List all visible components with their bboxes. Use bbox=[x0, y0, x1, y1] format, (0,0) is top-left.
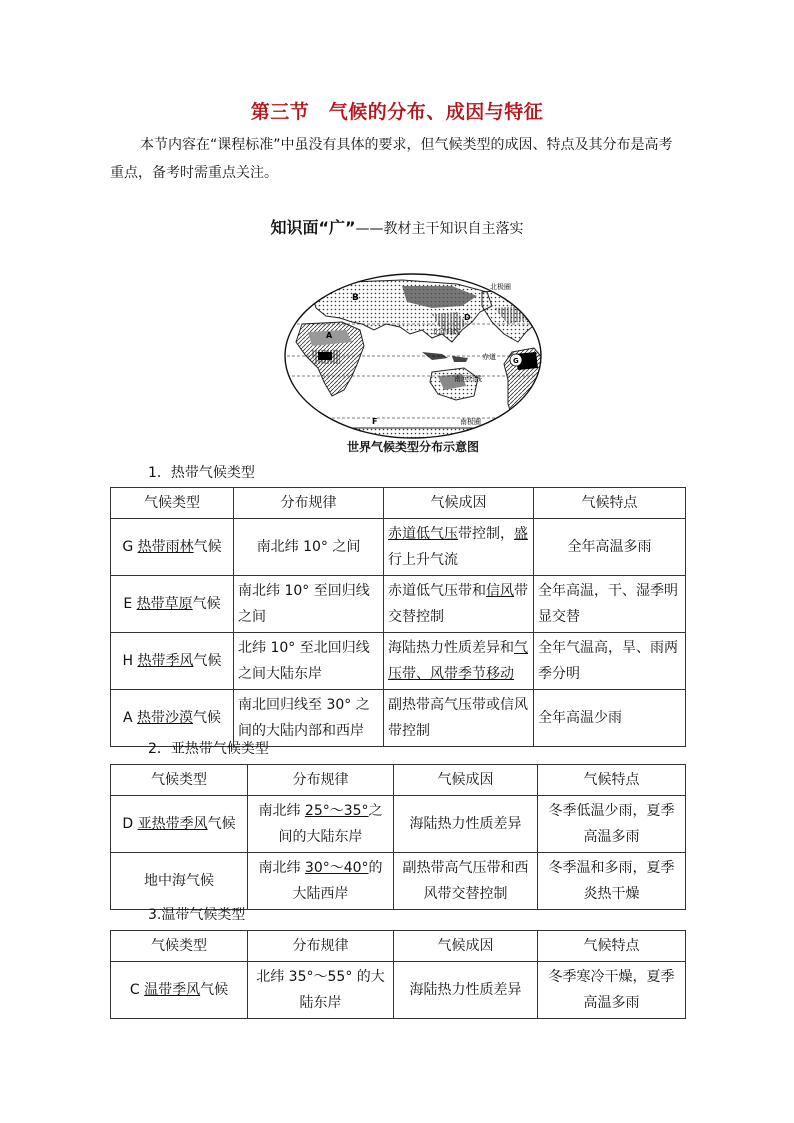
section-heading bbox=[0, 215, 794, 238]
table-header-row bbox=[111, 488, 686, 519]
table-subtropical bbox=[110, 764, 686, 910]
cell-cause: 赤道低气压带控制，盛行上升气流 bbox=[384, 519, 534, 576]
cell-feature: 冬季低温少雨，夏季高温多雨 bbox=[538, 796, 686, 853]
map-caption: 世界气候类型分布示意图 bbox=[346, 440, 479, 454]
cell-cause: 海陆热力性质差异 bbox=[394, 796, 538, 853]
cell-distribution: 南北纬 30°～40°的大陆西岸 bbox=[248, 853, 394, 910]
cell-cause: 副热带高气压带和西风带交替控制 bbox=[394, 853, 538, 910]
header-feature: 气候特点 bbox=[538, 765, 686, 796]
table-header-row bbox=[111, 765, 686, 796]
header-type: 气候类型 bbox=[111, 765, 248, 796]
header-distribution: 分布规律 bbox=[234, 488, 384, 519]
cell-feature: 冬季寒冷干燥，夏季高温多雨 bbox=[538, 962, 686, 1019]
header-cause: 气候成因 bbox=[384, 488, 534, 519]
cell-feature: 全年高温，干、湿季明显交替 bbox=[534, 576, 686, 633]
map-label-b: B bbox=[352, 293, 359, 303]
map-label-tropic-north: 北回归线 bbox=[432, 328, 460, 336]
header-cause: 气候成因 bbox=[394, 765, 538, 796]
table-row bbox=[111, 519, 686, 576]
map-label-antarctic: 南极圈 bbox=[460, 418, 481, 426]
table-temperate bbox=[110, 930, 686, 1019]
cell-type: C 温带季风气候 bbox=[111, 962, 248, 1019]
cell-distribution: 北纬 10° 至北回归线之间大陆东岸 bbox=[234, 633, 384, 690]
world-climate-map bbox=[282, 272, 544, 462]
header-feature: 气候特点 bbox=[538, 931, 686, 962]
cell-type: G 热带雨林气候 bbox=[111, 519, 234, 576]
header-distribution: 分布规律 bbox=[248, 765, 394, 796]
intro-paragraph: 本节内容在“课程标准”中虽没有具体的要求，但气候类型的成因、特点及其分布是高考重点，备考时需重点关注。 bbox=[110, 137, 673, 181]
table-row bbox=[111, 633, 686, 690]
header-feature: 气候特点 bbox=[534, 488, 686, 519]
cell-distribution: 南北回归线至 30° 之间的大陆内部和西岸 bbox=[234, 690, 384, 747]
cell-cause: 赤道低气压带和信风带交替控制 bbox=[384, 576, 534, 633]
cell-type: 地中海气候 bbox=[111, 853, 248, 910]
table3-title: 3.温带气候类型 bbox=[148, 907, 246, 923]
map-label-d: D bbox=[464, 313, 471, 322]
cell-type: A 热带沙漠气候 bbox=[111, 690, 234, 747]
section-heading-dash: —— bbox=[355, 221, 384, 237]
cell-distribution: 北纬 35°～55° 的大陆东岸 bbox=[248, 962, 394, 1019]
section-heading-bold: 知识面“广” bbox=[270, 218, 356, 237]
cell-type: H 热带季风气候 bbox=[111, 633, 234, 690]
header-type: 气候类型 bbox=[111, 931, 248, 962]
cell-cause: 海陆热力性质差异 bbox=[394, 962, 538, 1019]
table-tropical bbox=[110, 487, 686, 747]
cell-feature: 冬季温和多雨，夏季炎热干燥 bbox=[538, 853, 686, 910]
header-type: 气候类型 bbox=[111, 488, 234, 519]
cell-type: E 热带草原气候 bbox=[111, 576, 234, 633]
cell-feature: 全年气温高，旱、雨两季分明 bbox=[534, 633, 686, 690]
table-row bbox=[111, 576, 686, 633]
map-label-tropic-south: 南回归线 bbox=[454, 375, 482, 383]
cell-cause: 副热带高气压带或信风带控制 bbox=[384, 690, 534, 747]
table-row bbox=[111, 796, 686, 853]
cell-cause: 海陆热力性质差异和气压带、风带季节移动 bbox=[384, 633, 534, 690]
map-label-arctic: 北极圈 bbox=[490, 283, 511, 291]
map-label-f: F bbox=[372, 417, 378, 426]
cell-feature: 全年高温多雨 bbox=[534, 519, 686, 576]
table-row bbox=[111, 853, 686, 910]
table1-title: 1．热带气候类型 bbox=[148, 465, 255, 481]
table-header-row bbox=[111, 931, 686, 962]
page-title: 第三节 气候的分布、成因与特征 bbox=[250, 101, 544, 123]
cell-distribution: 南北纬 10° 至回归线之间 bbox=[234, 576, 384, 633]
map-label-g: G bbox=[513, 357, 519, 365]
cell-feature: 全年高温少雨 bbox=[534, 690, 686, 747]
cell-distribution: 南北纬 25°～35°之间的大陆东岸 bbox=[248, 796, 394, 853]
table2-title: 2．亚热带气候类型 bbox=[148, 741, 269, 757]
map-label-a: A bbox=[326, 331, 333, 340]
header-distribution: 分布规律 bbox=[248, 931, 394, 962]
cell-type: D 亚热带季风气候 bbox=[111, 796, 248, 853]
section-heading-rest: 教材主干知识自主落实 bbox=[383, 221, 524, 237]
table-row bbox=[111, 962, 686, 1019]
header-cause: 气候成因 bbox=[394, 931, 538, 962]
cell-distribution: 南北纬 10° 之间 bbox=[234, 519, 384, 576]
world-map-graphic bbox=[282, 272, 544, 442]
map-label-equator: 赤道 bbox=[482, 353, 496, 361]
